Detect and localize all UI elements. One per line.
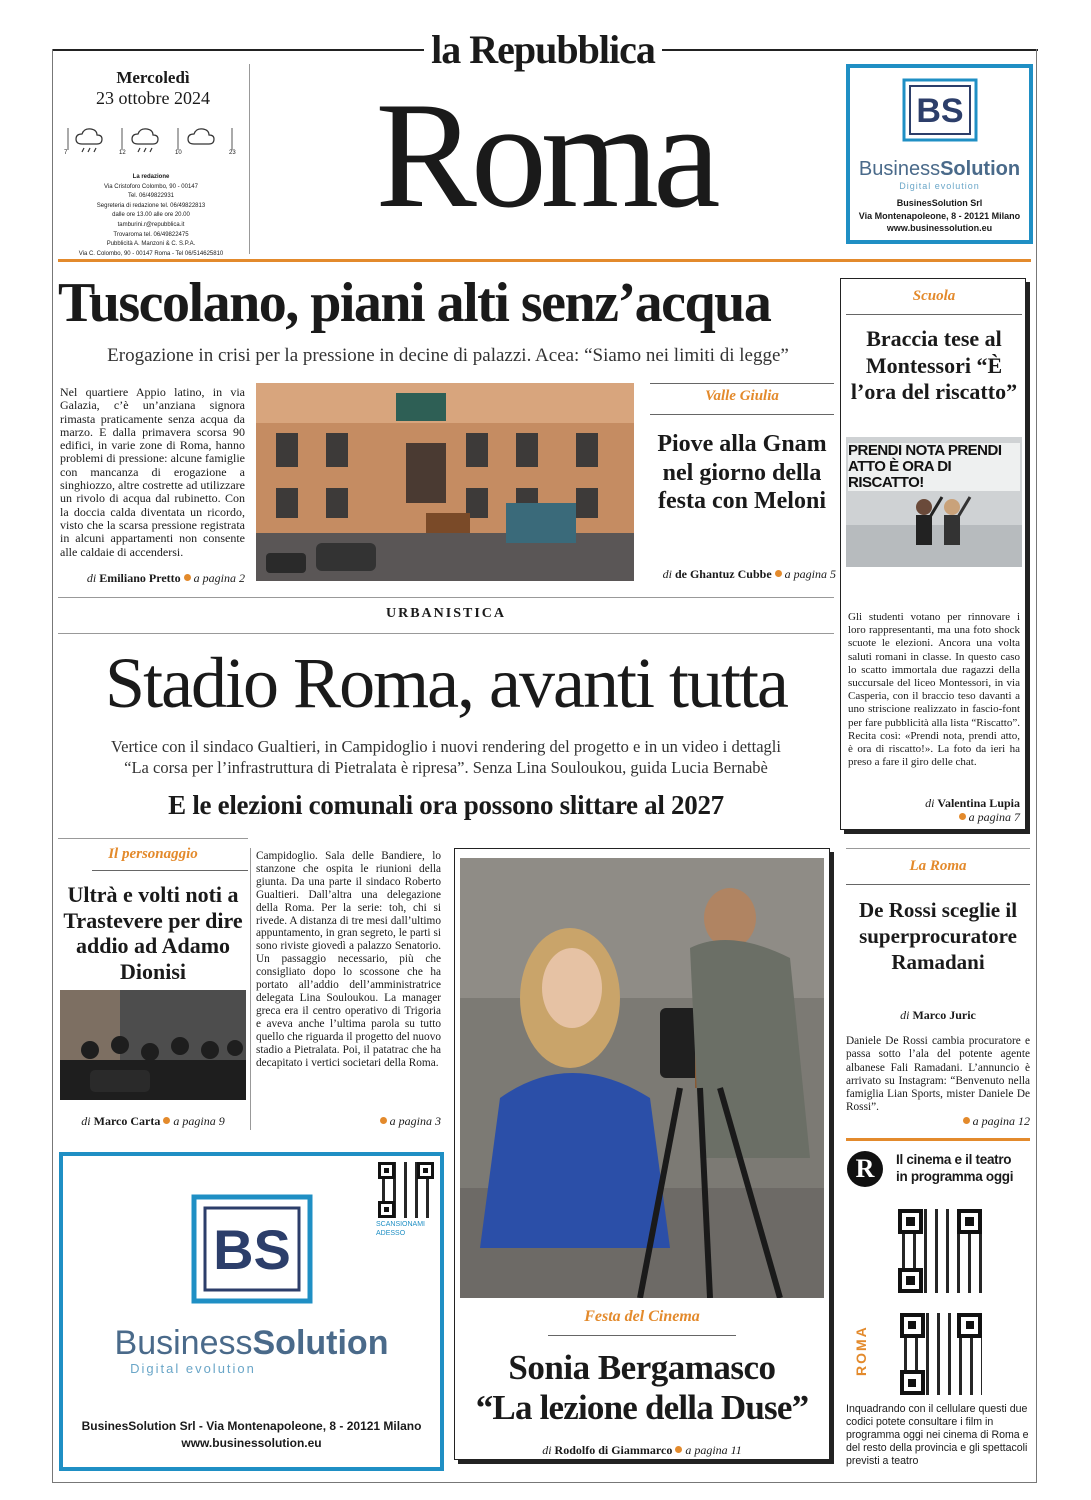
date-divider [249,64,250,254]
festa-photo [460,858,824,1298]
bs-logo-icon [902,78,978,142]
stadio-col-divider [250,848,251,1130]
ad-top-address: Via Montenapoleone, 8 - 20121 Milano [858,211,1021,221]
scuola-byline-page [846,810,1020,825]
valle-page-ref[interactable]: a pagina 5 [784,567,836,581]
cinema-title-1: Il cinema e il teatro [896,1152,1012,1167]
temp-2: 12 [119,150,126,156]
ad-top-tagline: Digital evolution [899,181,980,191]
redazione-line: Trovaroma tel. 06/49822475 [113,231,189,238]
ad-top-brand-a: Business [858,158,941,180]
pers-byline [58,1114,248,1129]
ad-bottom[interactable] [59,1152,444,1471]
laroma-byline [846,1008,1030,1023]
ad-bottom-tagline: Digital evolution [130,1361,256,1376]
temp-4: 23 [229,150,236,156]
stadio-subhead-2: “La corsa per l’infrastruttura di Pietralata è ripresa”. Senza Lina Souloukou, guida Lucia Bernabè [124,758,768,777]
scuola-byline-author [846,796,1020,811]
frame-right [1036,49,1037,1483]
bs-logo-large-icon [191,1194,313,1304]
stadio-page-ref[interactable]: a pagina 3 [389,1114,441,1128]
pers-photo [60,990,246,1100]
valle-kicker: Valle Giulia [705,388,779,404]
pers-page-ref[interactable]: a pagina 9 [173,1114,225,1128]
stadio-byline [256,1114,441,1129]
frame-left [52,49,53,1483]
temp-1: 7 [64,150,68,156]
redazione-line: Segreteria di redazione tel. 06/49822813 [96,202,206,209]
pers-kicker: Il personaggio [108,846,198,862]
ad-bottom-brand-a: Business [114,1324,253,1362]
scuola-page-ref[interactable]: a pagina 7 [968,810,1020,824]
valle-byline [650,567,836,582]
masthead-rule-right [662,49,1038,51]
masthead-rule-left [52,49,424,51]
valle-headline[interactable]: Piove alla Gnam nel giorno della festa con Meloni [657,431,827,514]
pers-headline[interactable]: Ultrà e volti noti a Trastevere per dire addio ad Adamo Dionisi [63,882,243,984]
redazione-title: La redazione [132,174,170,180]
laroma-top-rule [846,848,1030,849]
laroma-author[interactable]: Marco Juric [912,1008,976,1022]
scuola-kicker: Scuola [912,288,956,304]
by-prefix: di [925,796,935,810]
rain-cloud-icon [76,129,102,152]
redazione-line: Tel. 06/49822931 [127,193,175,200]
by-prefix: di [81,1114,91,1128]
svg-text:BS: BS [916,92,964,130]
valle-top-rule [650,383,834,384]
festa-headline-2[interactable]: “La lezione della Duse” [475,1388,809,1427]
stadio-second-headline[interactable]: E le elezioni comunali ora possono slittare al 2027 [168,790,724,820]
by-prefix: di [542,1443,552,1457]
lead-subhead: Erogazione in crisi per la pressione in decine di palazzi. Acea: “Siamo nei limiti di legge” [107,345,789,366]
by-prefix: di [86,571,97,585]
by-prefix: di [900,1008,910,1022]
stadio-section-rule [58,633,834,634]
lead-body: Nel quartiere Appio latino, in via Galazia, c’è un’anziana signora rimasta praticamente senza acqua da marzo. E dalla primavera scorsa 90 edifici, in varie zone di Roma, hanno problemi di pressione: alcune famiglie con mancanza di erogazione a singhiozzo, altre costrette ad utilizzare un rivolo di acqua dal rubinetto. Con la doccia calda diventata un ricordo, visto che la scarsa pressione registrata in alcuni appartamenti non consente alle caldaie di accendersi. [60,386,245,559]
ad-bottom-brand [63,1324,440,1363]
date: 23 ottobre 2024 [96,88,210,108]
bergamasco-illustration [460,858,824,1298]
cinema-title-2: in programma oggi [896,1169,1014,1184]
crowd-illustration [60,990,246,1100]
by-prefix: di [662,567,672,581]
ad-scan-label: SCANSIONAMI ADESSO [376,1221,426,1237]
cinema-vertical-label: ROMA [853,1325,869,1376]
edition-title: Roma [375,71,715,239]
repubblica-r-logo: R [847,1151,883,1187]
qr-code-teatro[interactable] [900,1313,982,1395]
festa-page-ref[interactable]: a pagina 11 [685,1443,742,1457]
festa-headline-1[interactable]: Sonia Bergamasco [508,1348,776,1387]
laroma-kicker: La Roma [909,858,967,874]
masthead-accent-rule [58,259,1031,262]
lead-headline[interactable]: Tuscolano, piani alti senz’acqua [58,272,771,334]
scuola-author[interactable]: Valentina Lupia [937,796,1020,810]
ad-top-company: BusinesSolution Srl [896,198,983,208]
pers-author[interactable]: Marco Carta [93,1114,161,1128]
redazione-box [62,173,240,259]
cinema-accent-rule [846,1138,1030,1141]
valle-author[interactable]: de Ghantuz Cubbe [674,567,772,581]
scuola-photo [846,437,1022,567]
redazione-line: Pubblicità A. Manzoni & C. S.P.A. [106,241,196,248]
svg-text:BS: BS [213,1218,291,1281]
redazione-line: Via C. Colombo, 90 - 00147 Roma - Tel 06/514625810 [78,250,224,257]
laroma-headline[interactable]: De Rossi sceglie il superprocuratore Ramadani [858,898,1018,974]
stadio-body: Campidoglio. Sala delle Bandiere, lo stanzone che ospita le riunioni della giunta. Da una parte il sindaco Roberto Gualtieri. Dall’altra una delegazione della Roma. Per la serie: toh, chi si rivede. A distanza di tre mesi dall’ultimo appuntamento, in gran segreto, le parti si sono riviste giovedì a palazzo Senatorio. Un passaggio necessario, più che consigliato dopo lo scossone che ha portato all’addio dell’amministratrice delegata Lina Souloukou. La manager greca era il centro operativo di Trigoria e aveva anche l’ultima parola su tutto quello che riguarda il progetto del nuovo stadio a Pietralata. Poi, il patatrac che ha decapitato i vertici societari della Roma. [256,850,441,1069]
stadio-top-rule [58,597,834,598]
redazione-email[interactable]: tamburini.r@repubblica.it [117,221,185,228]
festa-kicker: Festa del Cinema [584,1308,700,1325]
newspaper-name[interactable]: la Repubblica [431,27,655,72]
weather-strip [62,124,242,160]
ad-bottom-brand-b: Solution [252,1324,389,1362]
qr-code-cinema[interactable] [898,1209,982,1293]
ad-top-brand [850,158,1029,181]
redazione-line: Via Cristoforo Colombo, 90 - 00147 [104,183,198,190]
lead-author[interactable]: Emiliano Pretto [99,571,181,585]
laroma-body: Daniele De Rossi cambia procuratore e passa sotto l’ala del potente agente albanese Fali Ramadani. L’annuncio è arrivato su Instagram: “Benvenuto nella famiglia Lian Sports, mister Daniele De Rossi”. [846,1035,1030,1114]
lead-photo [256,383,634,581]
ad-top-web[interactable]: www.businessolution.eu [886,223,993,233]
students-illustration [846,477,1022,567]
ad-bottom-line-1: BusinesSolution Srl - Via Montenapoleone, 8 - 20121 Milano [81,1419,422,1433]
stadio-headline[interactable]: Stadio Roma, avanti tutta [105,643,787,723]
scuola-banner: PRENDI NOTA PRENDI ATTO È ORA DI RISCATTO! [848,443,1020,491]
ad-bottom-line-2[interactable]: www.businessolution.eu [181,1436,322,1450]
ad-top[interactable] [846,64,1033,244]
scuola-kicker-rule [846,314,1022,315]
festa-kicker-rule [548,1335,736,1336]
frame-bottom [52,1482,1037,1483]
temp-3: 10 [175,150,182,156]
ad-top-brand-b: Solution [940,158,1021,180]
laroma-kicker-rule [846,884,1030,885]
festa-author[interactable]: Rodolfo di Giammarco [554,1443,673,1457]
stadio-subhead-1: Vertice con il sindaco Gualtieri, in Campidoglio i nuovi rendering del progetto e in un video i dettagli [111,737,781,756]
weather-icons [62,124,242,160]
scuola-headline[interactable]: Braccia tese al Montessori “È l’ora del riscatto” [850,326,1018,404]
laroma-page-ref[interactable]: a pagina 12 [972,1114,1030,1128]
redazione-line: dalle ore 13.00 alle ore 20.00 [112,212,190,219]
laroma-page-byline [846,1114,1030,1129]
pers-top-rule [58,838,248,839]
lead-page-ref[interactable]: a pagina 2 [193,571,245,585]
lead-byline [60,571,245,586]
stadio-section: URBANISTICA [385,606,507,621]
qr-code-ad[interactable] [378,1162,434,1218]
valle-kicker-rule [650,414,834,415]
building-illustration [256,383,634,581]
weekday: Mercoledì [116,68,190,87]
pers-kicker-rule [92,870,248,871]
cinema-text: Inquadrando con il cellulare questi due codici potete consultare i film in programma oggi nei cinema di Roma e del resto della provincia e gli spettacoli previsti a teatro [846,1403,1029,1467]
scuola-body: Gli studenti votano per rinnovare i loro rappresentanti, ma una foto shock scuote le elezioni. Ancora una volta saluti romani in classe. In questo caso lo scatto immortala due ragazzi della succursale del liceo Montessori, in via Casperia, con il braccio teso davanti a uno striscione realizzato in fascio-font per fare pubblicità alla lista “Riscatto”. Recita così: «Prendi nota, prendi atto, è ora di riscatto!». La foto da ieri ha preso a fare il giro delle chat. [848,611,1020,769]
festa-byline [460,1443,824,1458]
